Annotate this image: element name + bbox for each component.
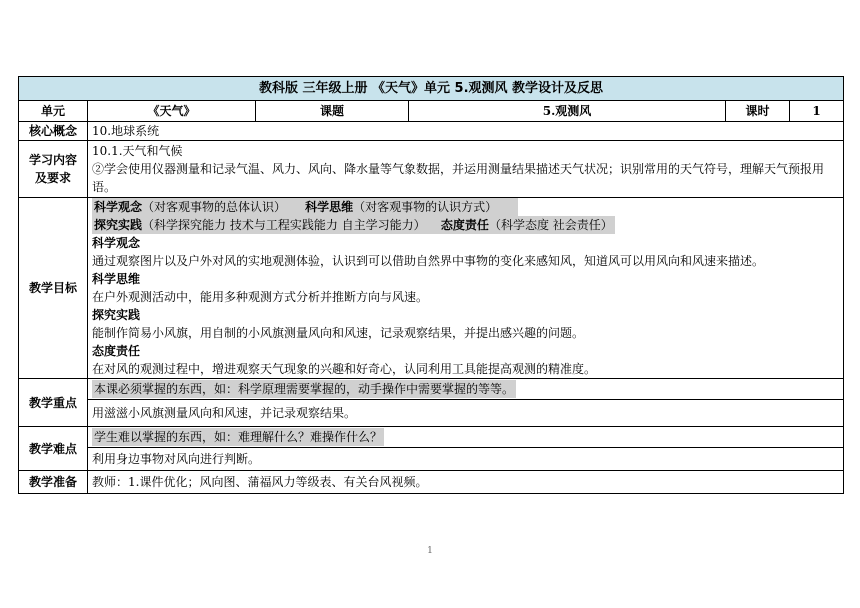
key-points-hint-cell xyxy=(88,379,844,400)
header-row xyxy=(19,101,844,122)
bar1-b-heading: 科学思维 xyxy=(305,200,354,214)
bar1-b-text: （对客观事物的认识方式） xyxy=(353,200,498,214)
objectives-row xyxy=(19,198,844,379)
core-concept-label: 核心概念 xyxy=(19,122,88,141)
objective-text-concept: 通过观察图片以及户外对风的实地观测体验，认识到可以借助自然界中事物的变化来感知风，知道风可以用风向和风速来描述。 xyxy=(92,254,765,268)
page-number: 1 xyxy=(427,546,433,556)
learning-label-line2: 及要求 xyxy=(34,171,71,185)
objective-text-thinking: 在户外观测活动中，能用多种观测方式分析并推断方向与风速。 xyxy=(92,290,429,304)
objectives-bar1-highlight xyxy=(92,198,518,216)
bar2-b-heading: 态度责任 xyxy=(440,218,489,232)
bar2-a-heading: 探究实践 xyxy=(94,218,143,232)
objective-heading-practice: 探究实践 xyxy=(92,308,141,322)
key-points-value: 用滋滋小风旗测量风向和风速，并记录观察结果。 xyxy=(88,400,844,427)
period-label: 课时 xyxy=(726,101,790,122)
key-points-label: 教学重点 xyxy=(19,379,88,427)
learning-content xyxy=(88,141,844,198)
learning-label xyxy=(19,141,88,198)
lesson-plan-table xyxy=(18,76,844,494)
objective-text-practice: 能制作简易小风旗，用自制的小风旗测量风向和风速，记录观察结果，并提出感兴趣的问题。 xyxy=(92,326,585,340)
objective-heading-concept: 科学观念 xyxy=(92,236,141,250)
key-points-value-row xyxy=(19,400,844,427)
difficulties-hint-row xyxy=(19,427,844,448)
period-value: 1 xyxy=(790,101,844,122)
learning-row xyxy=(19,141,844,198)
core-concept-row xyxy=(19,122,844,141)
bar2-a-text: （科学探究能力 技术与工程实践能力 自主学习能力） xyxy=(142,218,426,232)
objective-heading-attitude: 态度责任 xyxy=(92,344,141,358)
learning-line2: ②学会使用仪器测量和记录气温、风力、风向、降水量等气象数据，并运用测量结果描述天气状况；识别常用的天气符号，理解天气预报用语。 xyxy=(92,162,825,194)
key-points-hint-row xyxy=(19,379,844,400)
document-title: 教科版 三年级上册 《天气》单元 5.观测风 教学设计及反思 xyxy=(19,77,844,101)
learning-line1: 10.1.天气和气候 xyxy=(92,144,183,158)
bar2-b-text: （科学态度 社会责任） xyxy=(488,218,613,232)
unit-value: 《天气》 xyxy=(88,101,256,122)
title-row xyxy=(19,77,844,101)
preparation-label: 教学准备 xyxy=(19,471,88,494)
bar1-a-text: （对客观事物的总体认识） xyxy=(142,200,287,214)
key-points-hint: 本课必须掌握的东西，如：科学原理需要掌握的，动手操作中需要掌握的等等。 xyxy=(94,382,515,396)
preparation-row xyxy=(19,471,844,494)
difficulties-hint-cell xyxy=(88,427,844,448)
unit-label: 单元 xyxy=(19,101,88,122)
difficulties-hint: 学生难以掌握的东西，如：难理解什么？难操作什么？ xyxy=(94,430,383,444)
objectives-content xyxy=(88,198,844,379)
difficulties-value: 利用身边事物对风向进行判断。 xyxy=(88,448,844,471)
objectives-bar2-highlight xyxy=(92,216,615,234)
bar1-a-heading: 科学观念 xyxy=(94,200,143,214)
difficulties-value-row xyxy=(19,448,844,471)
core-concept-value: 10.地球系统 xyxy=(88,122,844,141)
lesson-label: 课题 xyxy=(256,101,409,122)
objective-text-attitude: 在对风的观测过程中，增进观察天气现象的兴趣和好奇心，认同利用工具能提高观测的精准度。 xyxy=(92,362,597,376)
preparation-value: 教师：1.课件优化；风向图、蒲福风力等级表、有关台风视频。 xyxy=(88,471,844,494)
difficulties-label: 教学难点 xyxy=(19,427,88,471)
learning-label-line1: 学习内容 xyxy=(28,153,77,167)
lesson-value: 5.观测风 xyxy=(409,101,726,122)
objectives-bar1 xyxy=(92,198,839,216)
objectives-label: 教学目标 xyxy=(19,198,88,379)
objectives-bar2 xyxy=(92,216,839,234)
objective-heading-thinking: 科学思维 xyxy=(92,272,141,286)
